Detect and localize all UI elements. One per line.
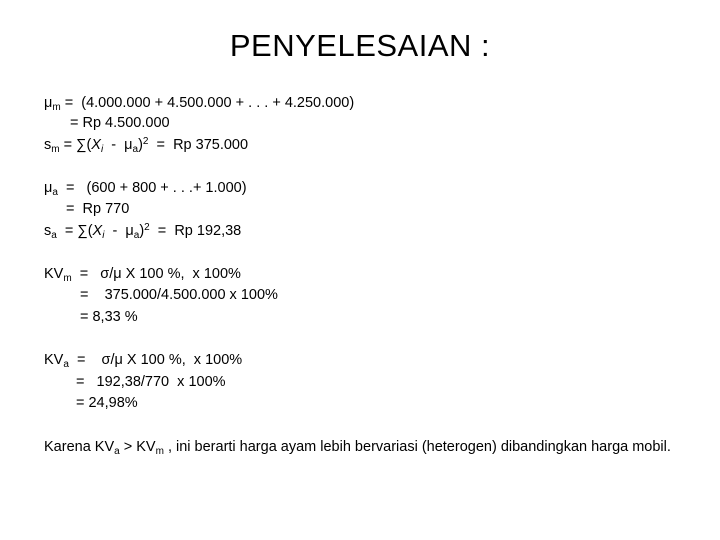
mu-a-formula: $\mu_a = (600 + 800$ + . . .+ 1.000) (44, 180, 247, 198)
mu-m-result: = Rp 4.500.000 (70, 115, 170, 131)
kv-m-substitution: = 375.000/4.500.000 x 100% (80, 287, 278, 303)
mu-a-result: = Rp 770 (66, 201, 130, 217)
kv-m-formula: $KV_m = \sigma/\mu$ X 100 %, x 100% (44, 266, 241, 284)
kv-m-result: = 8,33 % (80, 309, 138, 325)
s-a-formula: $s_a = \sum(X_i - \mu_a)^2 = Rp$ 192,38 (44, 222, 242, 241)
s-m-formula: $s_m = \sum(X_i - \mu_a)^2 = Rp$ 375.000 (44, 136, 249, 155)
kv-a-substitution: = 192,38/770 x 100% (76, 374, 226, 390)
kv-a-result: = 24,98% (76, 395, 138, 411)
conclusion-text: Karena $KV_a > KV_m$ , ini berarti harga ayam lebih bervariasi (heterogen) dibandingkan harga mobil. (44, 439, 671, 457)
kv-a-formula: $KV_a$ = σ/μ X 100 %, x 100% (44, 352, 243, 370)
slide-title: PENYELESAIAN : (229, 28, 491, 63)
mu-m-formula: $\mu_m = (4.000.000 + 4.500.000$ + . . . + 4.250.000) (44, 95, 355, 113)
